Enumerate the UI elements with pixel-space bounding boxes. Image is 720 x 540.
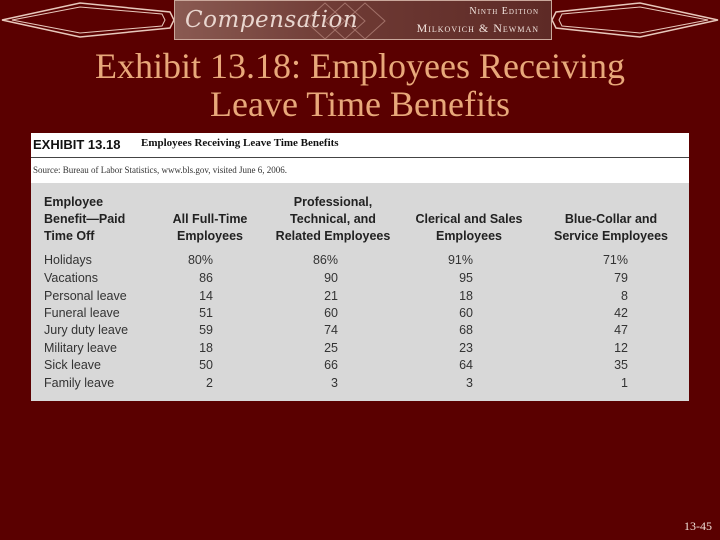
- clerical-cell: 68: [459, 323, 473, 337]
- professional-cell: 86%: [312, 253, 338, 267]
- clerical-cell: 60: [459, 306, 473, 320]
- blue-collar-cell: 42: [614, 306, 628, 320]
- clerical-cell: 23: [459, 341, 473, 355]
- blue-collar-cell: 1: [621, 376, 628, 390]
- column-header-line: Service Employees: [554, 229, 668, 243]
- edition-text: Ninth Edition: [469, 6, 539, 17]
- blue-collar-cell: 8: [621, 289, 628, 303]
- slide-title: [0, 47, 720, 123]
- professional-cell: 60: [324, 306, 338, 320]
- professional-cell: 3: [331, 376, 338, 390]
- column-header-benefit: [44, 194, 125, 245]
- all-full-time-cell: 14: [199, 289, 213, 303]
- column-header-all-full-time: [160, 211, 260, 245]
- blue-collar-cell: 71%: [602, 253, 628, 267]
- column-header-blue-collar: [543, 211, 679, 245]
- header-banner: [0, 0, 720, 42]
- professional-cell: 21: [324, 289, 338, 303]
- all-full-time-cell: 51: [199, 306, 213, 320]
- authors-text: Milkovich & Newman: [416, 21, 539, 35]
- clerical-cell: 3: [466, 376, 473, 390]
- slide-title-line1: Exhibit 13.18: Employees Receiving: [95, 46, 625, 86]
- blue-collar-cell: 12: [614, 341, 628, 355]
- all-full-time-cell: 86: [199, 271, 213, 285]
- clerical-cell: 64: [459, 358, 473, 372]
- blue-collar-cell: 79: [614, 271, 628, 285]
- exhibit-title: Employees Receiving Leave Time Benefits: [141, 137, 339, 149]
- professional-cell: 66: [324, 358, 338, 372]
- benefit-cell: Personal leave: [44, 289, 127, 303]
- professional-cell: 90: [324, 271, 338, 285]
- column-header-line: Time Off: [44, 229, 95, 243]
- all-full-time-cell: 59: [199, 323, 213, 337]
- benefit-cell: Sick leave: [44, 358, 101, 372]
- all-full-time-cell: 50: [199, 358, 213, 372]
- all-full-time-cell: 18: [199, 341, 213, 355]
- textbook-logo: [174, 0, 552, 40]
- column-header-line: Clerical and Sales: [415, 212, 523, 226]
- blue-collar-cell: 47: [614, 323, 628, 337]
- exhibit-label: EXHIBIT 13.18: [33, 137, 121, 152]
- professional-cell: 25: [324, 341, 338, 355]
- benefit-cell: Funeral leave: [44, 306, 120, 320]
- slide-title-line2: Leave Time Benefits: [210, 84, 510, 124]
- clerical-cell: 18: [459, 289, 473, 303]
- column-header-professional: [265, 194, 401, 245]
- logo-script-text: Compensation: [185, 7, 359, 33]
- column-header-line: Employees: [435, 229, 502, 243]
- column-header-line: Professional,: [293, 195, 373, 209]
- exhibit-body: [31, 183, 689, 401]
- exhibit-header: [31, 133, 689, 183]
- clerical-cell: 91%: [447, 253, 473, 267]
- column-header-line: All Full-Time: [172, 212, 248, 226]
- blue-collar-cell: 35: [614, 358, 628, 372]
- clerical-cell: 95: [459, 271, 473, 285]
- benefit-cell: Vacations: [44, 271, 98, 285]
- benefit-cell: Family leave: [44, 376, 115, 390]
- benefit-cell: Military leave: [44, 341, 117, 355]
- benefit-cell: Holidays: [44, 253, 92, 267]
- column-header-clerical: [406, 211, 532, 245]
- benefit-cell: Jury duty leave: [44, 323, 129, 337]
- column-header-line: Benefit—Paid: [44, 212, 126, 226]
- exhibit-table: [31, 133, 689, 401]
- professional-cell: 74: [324, 323, 338, 337]
- page-number: 13-45: [684, 519, 712, 533]
- all-full-time-cell: 2: [206, 376, 213, 390]
- column-header-line: Related Employees: [275, 229, 391, 243]
- column-header-line: Technical, and: [290, 212, 376, 226]
- column-header-line: Employees: [176, 229, 243, 243]
- exhibit-source: Source: Bureau of Labor Statistics, www.bls.gov, visited June 6, 2006.: [33, 165, 288, 175]
- all-full-time-cell: 80%: [187, 253, 213, 267]
- column-header-line: Blue-Collar and: [564, 212, 658, 226]
- column-header-line: Employee: [44, 195, 104, 209]
- exhibit-divider: [31, 157, 689, 158]
